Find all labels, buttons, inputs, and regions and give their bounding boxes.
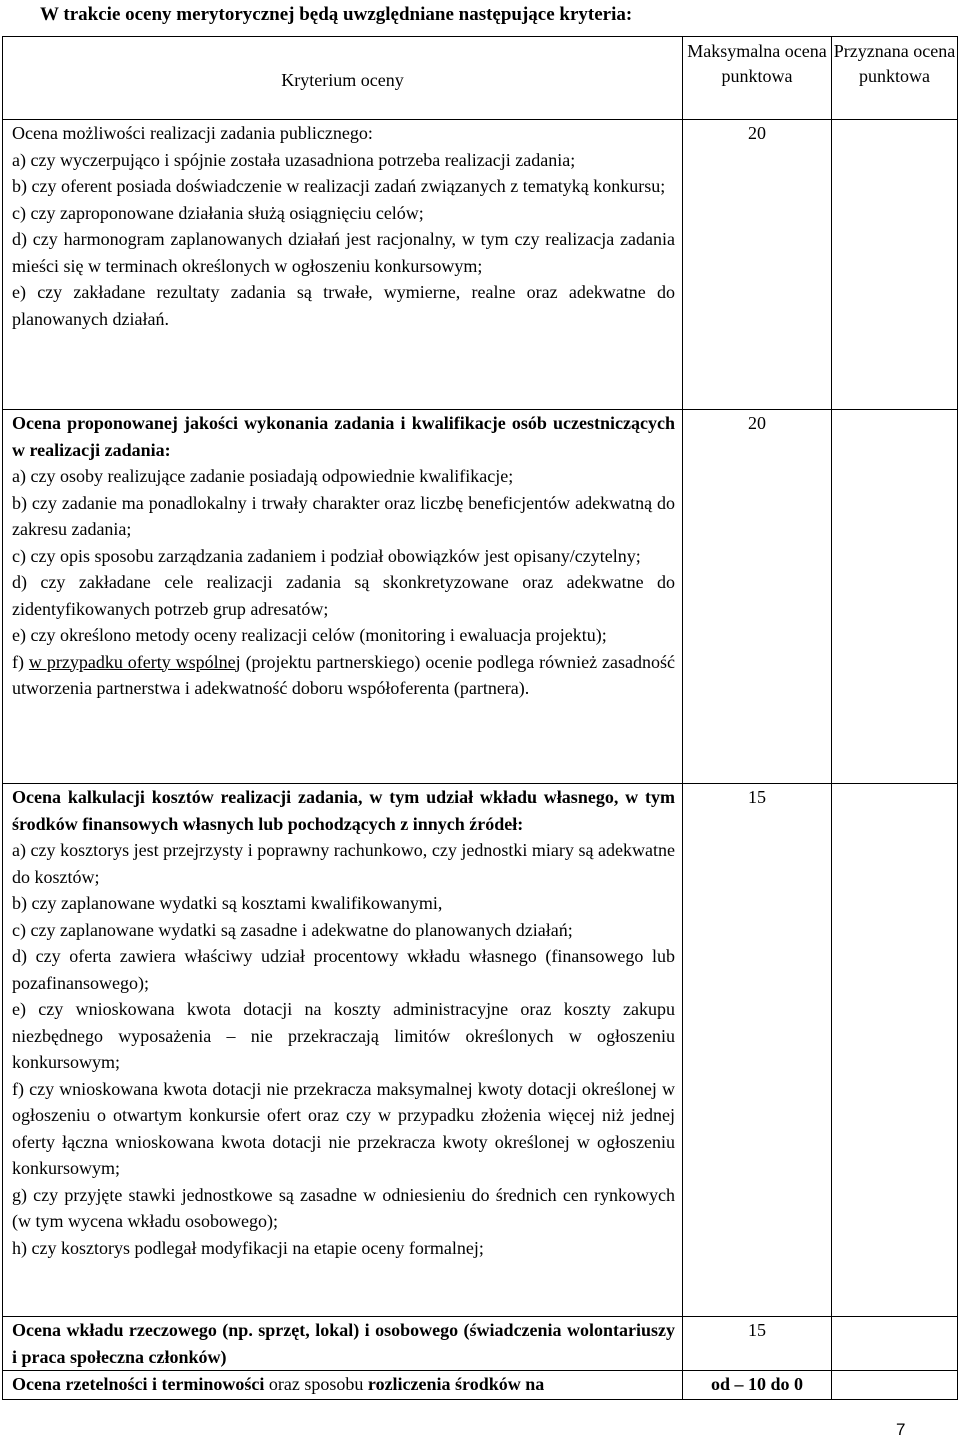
criterion-item: b) czy zadanie ma ponadlokalny i trwały charakter oraz liczbę beneficjentów adekwatną do zakresu zadania; [12,492,675,539]
criterion-item: f) czy wnioskowana kwota dotacji nie przekracza maksymalnej kwoty dotacji określonej w ogłoszeniu o otwartym konkursie ofert oraz czy w przypadku złożenia więcej niż jednej oferty łączna wnioskowana kwota dotacji nie przekracza kwoty określonej w ogłoszeniu konkursowym; [12,1078,675,1178]
criterion-title: Ocena kalkulacji kosztów realizacji zadania, w tym udział wkładu własnego, w tym środków finansowych własnych lub pochodzących z innych źródeł: [12,787,675,834]
criterion-item: e) czy zakładane rezultaty zadania są trwałe, wymierne, realne oraz adekwatne do planowanych działań. [12,282,675,329]
criterion-title-part: oraz sposobu [264,1374,368,1394]
criterion-title: Ocena wkładu rzeczowego (np. sprzęt, lokal) i osobowego (świadczenia wolontariuszy i praca społeczna członków) [12,1320,675,1367]
header-row [3,37,958,120]
criteria-table [2,36,958,1400]
table-row [3,120,958,410]
table-row [3,1371,958,1400]
criterion-item: a) czy wyczerpująco i spójnie została uzasadniona potrzeba realizacji zadania; [12,149,576,170]
header-max-score: Maksymalna ocena punktowa [683,37,832,120]
criterion-cell [3,784,683,1317]
criterion-item [12,649,675,702]
underlined-phrase: w przypadku oferty wspólnej [28,651,241,672]
criterion-title-part: Ocena rzetelności i terminowości [12,1374,265,1394]
criterion-item: d) czy oferta zawiera właściwy udział procentowy wkładu własnego (finansowego lub pozafinansowego); [12,946,675,993]
table-row [3,784,958,1317]
criterion-item: b) czy oferent posiada doświadczenie w realizacji zadań związanych z tematyką konkursu; [12,176,666,196]
criterion-item: e) czy wnioskowana kwota dotacji na koszty administracyjne oraz koszty zakupu niezbędnego wyposażenia – nie przekraczają limitów określonych w ogłoszeniu konkursowym; [12,999,675,1072]
criterion-title: Ocena możliwości realizacji zadania publicznego: [12,123,373,143]
criterion-item: d) czy zakładane cele realizacji zadania są skonkretyzowane oraz adekwatne do zidentyfikowanych potrzeb grup adresatów; [12,572,675,619]
criterion-cell [3,410,683,784]
max-score: 20 [683,120,832,410]
criterion-item: c) czy opis sposobu zarządzania zadaniem i podział obowiązków jest opisany/czytelny; [12,545,641,566]
criterion-item: b) czy zaplanowane wydatki są kosztami kwalifikowanymi, [12,893,443,913]
granted-score [832,1371,958,1400]
criterion-item: a) czy osoby realizujące zadanie posiadają odpowiednie kwalifikacje; [12,466,514,486]
item-prefix: f) [12,651,29,672]
criterion-item: h) czy kosztorys podlegał modyfikacji na etapie oceny formalnej; [12,1237,484,1258]
header-criterion: Kryterium oceny [3,37,683,120]
criterion-title: Ocena proponowanej jakości wykonania zadania i kwalifikacje osób uczestniczących w realizacji zadania: [12,413,675,460]
granted-score [832,120,958,410]
criterion-item: e) czy określono metody oceny realizacji celów (monitoring i ewaluacja projektu); [12,625,607,645]
max-score: 15 [683,784,832,1317]
criterion-item: c) czy zaproponowane działania służą osiągnięciu celów; [12,202,424,223]
criterion-cell [3,1371,683,1400]
page-number: 7 [896,1420,906,1439]
granted-score [832,1317,958,1371]
max-score: 20 [683,410,832,784]
granted-score [832,784,958,1317]
item-suffix: (projektu partnerskiego) ocenie podlega również zasadność utworzenia partnerstwa i adekwatność doboru współoferenta (partnera). [12,651,675,698]
max-score: 15 [683,1317,832,1371]
granted-score [832,410,958,784]
table-row [3,410,958,784]
criterion-item: c) czy zaplanowane wydatki są zasadne i adekwatne do planowanych działań; [12,919,573,940]
criterion-item: d) czy harmonogram zaplanowanych działań jest racjonalny, w tym czy realizacja zadania mieści się w terminach określonych w ogłoszeniu konkursowym; [12,229,675,276]
criterion-cell [3,120,683,410]
table-row [3,1317,958,1371]
criterion-item: a) czy kosztorys jest przejrzysty i poprawny rachunkowo, czy jednostki miary są adekwatne do kosztów; [12,840,675,887]
header-granted-score: Przyznana ocena punktowa [832,37,958,120]
criterion-cell [3,1317,683,1371]
section-heading: W trakcie oceny merytorycznej będą uwzględniane następujące kryteria: [40,4,633,25]
criterion-item: g) czy przyjęte stawki jednostkowe są zasadne w odniesieniu do średnich cen rynkowych (w tym wycena wkładu osobowego); [12,1184,675,1231]
max-score: od – 10 do 0 [683,1371,832,1400]
criterion-title-part: rozliczenia środków na [367,1374,545,1394]
